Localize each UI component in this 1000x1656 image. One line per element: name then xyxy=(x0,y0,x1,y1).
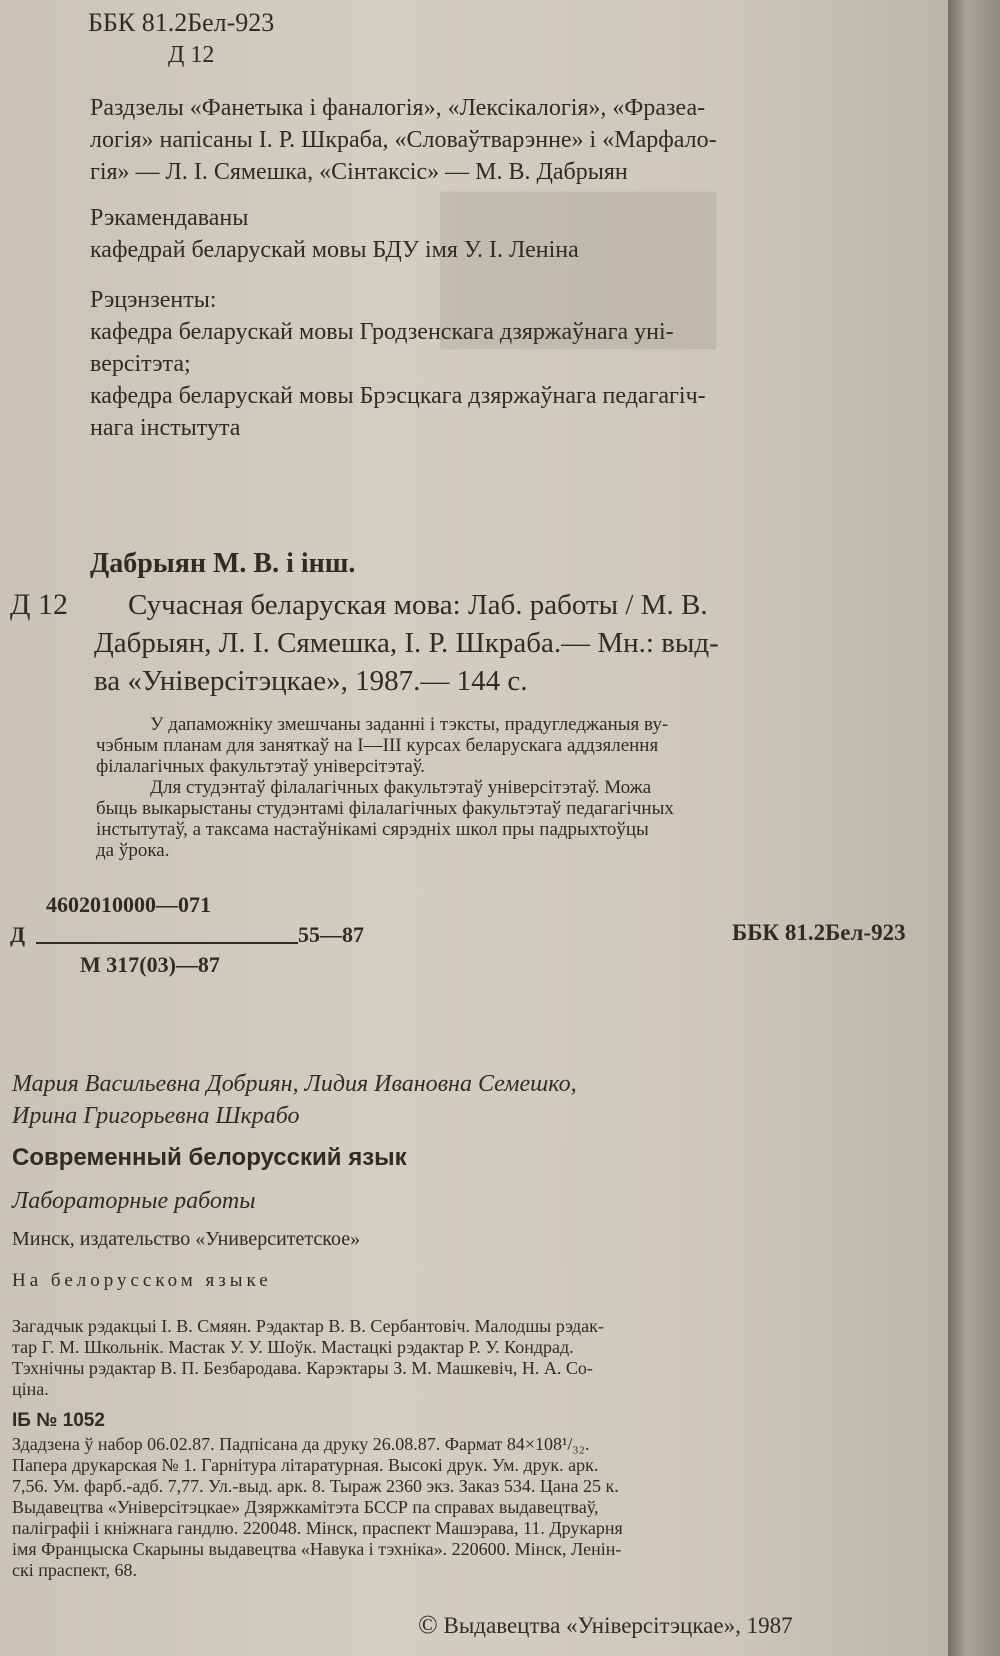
text-line: кафедра беларускай мовы Гродзенскага дзяржаўнага уні- xyxy=(90,319,674,345)
catalog-authors: Дабрыян М. В. і інш. xyxy=(90,548,356,579)
text-line: кафедра беларускай мовы Брэсцкага дзяржаўнага педагагіч- xyxy=(90,383,706,409)
recommended-block xyxy=(90,202,579,266)
text-line: да ўрока. xyxy=(96,840,170,861)
text-line: Ирина Григорьевна Шкрабо xyxy=(12,1103,300,1129)
editorial-credits xyxy=(12,1316,604,1400)
isbn-right: 55—87 xyxy=(298,922,364,947)
catalog-description xyxy=(94,586,719,700)
text-line: чэбным планам для заняткаў на І—ІІІ курсах беларускага аддзялення xyxy=(96,735,659,756)
text-line: 7,56. Ум. фарб.-адб. 7,77. Ул.-выд. арк. 8. Тыраж 2360 экз. Заказ 534. Цана 25 к. xyxy=(12,1476,619,1496)
isbn-bottom: М 317(03)—87 xyxy=(80,952,220,977)
text-line: скі праспект, 68. xyxy=(12,1560,137,1580)
text-line: Сучасная беларуская мова: Лаб. работы / М. В. xyxy=(128,589,708,621)
header-bbk: ББК 81.2Бел-923 xyxy=(88,8,275,37)
text-line: нага інстытута xyxy=(90,415,241,441)
text-line: версітэта; xyxy=(90,351,191,377)
copyright-line xyxy=(418,1610,793,1640)
copyright-text: Выдавецтва «Універсітэцкае», 1987 xyxy=(443,1613,793,1638)
text-line: інстытутаў, а таксама настаўнікамі сярэдніх школ пры падрыхтоўцы xyxy=(96,819,649,840)
text-line: імя Францыска Скарыны выдавецтва «Навука і тэхніка». 220600. Мінск, Ленін- xyxy=(12,1539,622,1559)
fraction-line xyxy=(36,942,298,944)
catalog-annotation xyxy=(96,714,674,861)
isbn-letter: Д xyxy=(10,922,26,947)
text-line: Рэкамендаваны xyxy=(90,205,249,231)
ib-number: ІБ № 1052 xyxy=(12,1410,105,1431)
text-line: паліграфіі і кніжнага гандлю. 220048. Мінск, праспект Машэрава, 11. Друкарня xyxy=(12,1518,623,1538)
text-line: гія» — Л. І. Сямешка, «Сінтаксіс» — М. В. Дабрыян xyxy=(90,159,628,185)
text-line: Мария Васильевна Добриян, Лидия Ивановна Семешко, xyxy=(12,1071,577,1097)
header-code: Д 12 xyxy=(168,42,215,68)
page-edge-shadow xyxy=(948,0,1000,1656)
russian-title: Современный белорусский язык xyxy=(12,1144,407,1171)
text-line: ва «Універсітэцкае», 1987.— 144 с. xyxy=(94,665,528,697)
text-line: быць выкарыстаны студэнтамі філалагічных факультэтаў педагагічных xyxy=(96,798,674,819)
copyright-icon: © xyxy=(418,1610,438,1639)
text-line: Здадзена ў набор 06.02.87. Падпісана да друку 26.08.87. Фармат 84×108¹/₃₂. xyxy=(12,1434,590,1454)
text-line: ціна. xyxy=(12,1379,49,1399)
bleed-through-shadow: ███ xyxy=(440,192,717,338)
text-line: Раздзелы «Фанетыка і фаналогія», «Лексікалогія», «Фразеа- xyxy=(90,95,706,121)
text-line: Выдавецтва «Універсітэцкае» Дзяржкамітэта БССР па справах выдавецтваў, xyxy=(12,1497,599,1517)
russian-authors xyxy=(12,1068,577,1132)
text-line: логія» напісаны І. Р. Шкраба, «Словаўтварэнне» і «Марфало- xyxy=(90,127,717,153)
text-line: Тэхнічны рэдактар В. П. Безбародава. Карэктары З. М. Машкевіч, Н. А. Со- xyxy=(12,1358,593,1378)
isbn-top: 4602010000—071 xyxy=(46,892,211,917)
text-line: Дабрыян, Л. І. Сямешка, І. Р. Шкраба.— Мн.: выд- xyxy=(94,627,719,659)
catalog-code: Д 12 xyxy=(10,588,68,621)
catalog-bbk: ББК 81.2Бел-923 xyxy=(732,920,906,945)
sections-note xyxy=(90,92,717,188)
text-line: Папера друкарская № 1. Гарнітура літаратурная. Высокі друк. Ум. друк. арк. xyxy=(12,1455,599,1475)
text-line: Загадчык рэдакцыі І. В. Смяян. Рэдактар В. В. Сербантовіч. Малодшы рэдак- xyxy=(12,1316,604,1336)
russian-subtitle: Лабораторные работы xyxy=(12,1188,256,1214)
text-line: Для студэнтаў філалагічных факультэтаў універсітэтаў. Можа xyxy=(150,777,652,798)
printing-details xyxy=(12,1434,623,1581)
text-line: У дапаможніку змешчаны заданні і тэксты, прадугледжаныя ву- xyxy=(150,714,669,735)
text-line: кафедрай беларускай мовы БДУ імя У. І. Леніна xyxy=(90,237,579,263)
reviewers-block xyxy=(90,284,706,444)
text-line: Рэцэнзенты: xyxy=(90,287,217,313)
russian-publisher: Минск, издательство «Университетское» xyxy=(12,1228,361,1250)
text-line: тар Г. М. Школьнік. Мастак У. У. Шоўк. Мастацкі рэдактар Р. У. Кондрад. xyxy=(12,1337,574,1357)
russian-language-note: На белорусском языке xyxy=(12,1270,272,1291)
text-line: філалагічных факультэтаў універсітэтаў. xyxy=(96,756,426,777)
